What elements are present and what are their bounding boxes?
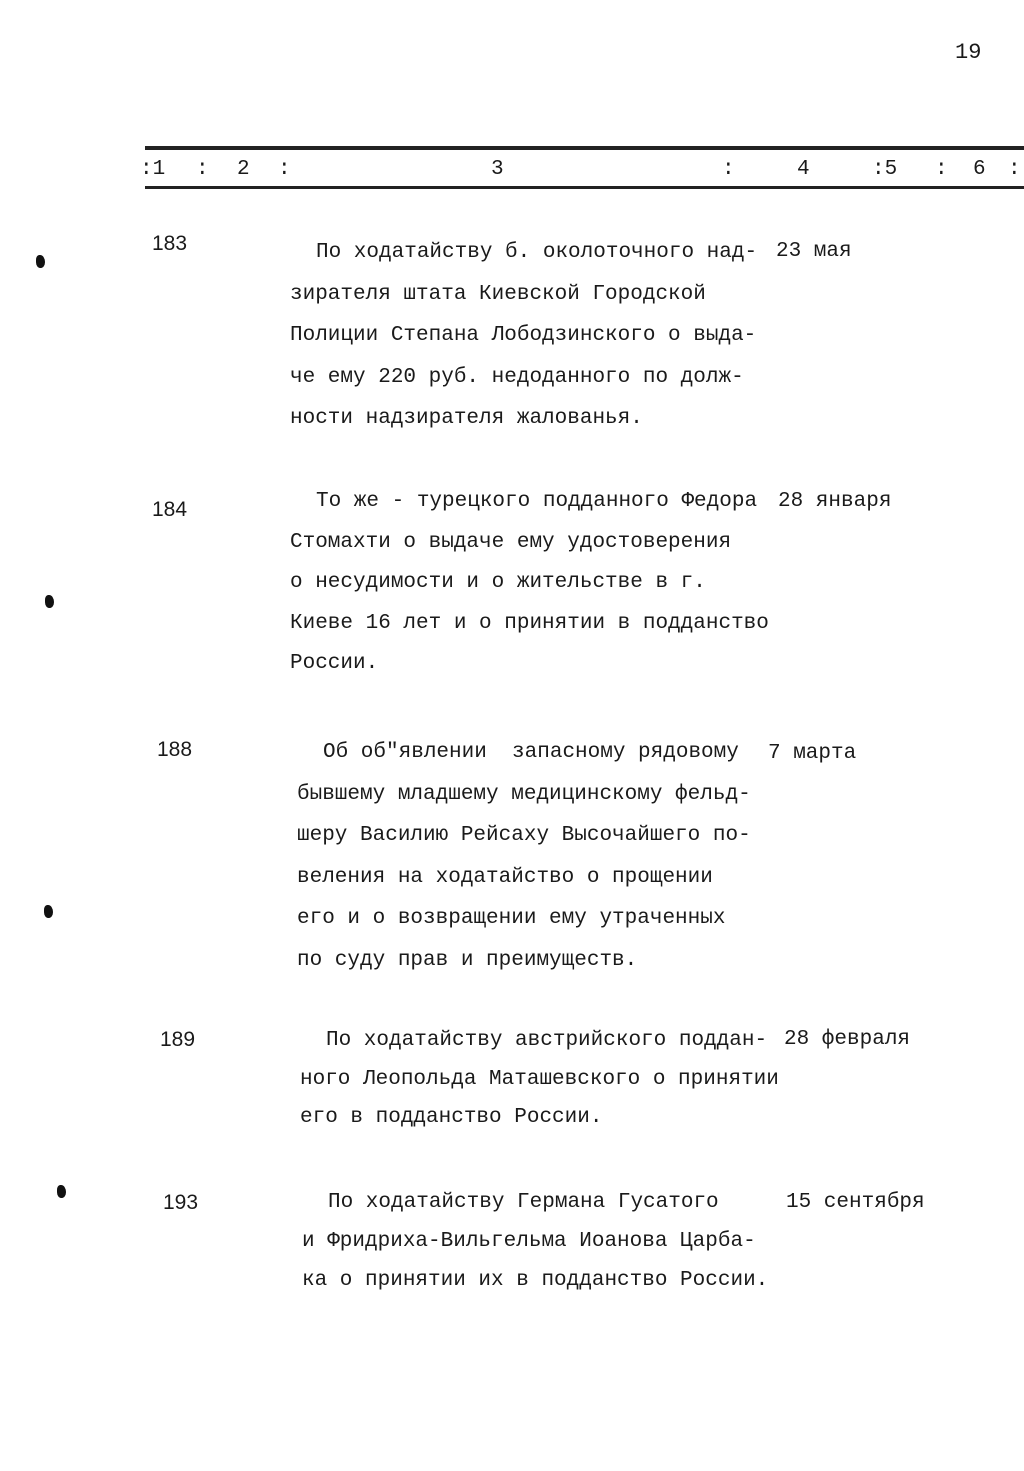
page-number: 19 <box>955 40 982 65</box>
header-sep: : <box>1008 158 1021 181</box>
record-date: 23 мая <box>776 240 852 263</box>
punch-hole-mark-icon <box>45 595 54 608</box>
text-line: его и о возвращении ему утраченных <box>297 907 726 930</box>
text-line: По ходатайству австрийского поддан- <box>326 1029 768 1052</box>
record-number: 183 <box>152 232 188 255</box>
text-line: Об об"явлении запасному рядовому <box>323 741 739 764</box>
text-line: и Фридриха-Вильгельма Иоанова Царба- <box>302 1230 756 1253</box>
record-description <box>290 482 769 685</box>
record-number: 184 <box>152 498 188 521</box>
text-line: о несудимости и о жительстве в г. <box>290 571 706 594</box>
record-number: 193 <box>163 1191 199 1214</box>
record-date: 28 февраля <box>784 1028 911 1051</box>
text-line: веления на ходатайство о прощении <box>297 865 713 889</box>
text-line: Стомахти о выдаче ему удостоверения <box>290 530 732 554</box>
punch-hole-mark-icon <box>44 905 53 918</box>
record-description <box>302 1183 772 1300</box>
text-line: че ему 220 руб. недоданного по долж- <box>290 365 744 389</box>
text-line: По ходатайству б. околоточного над- <box>316 241 758 264</box>
record-description <box>290 232 760 440</box>
text-line: России. <box>290 652 379 675</box>
header-sep: : <box>722 158 735 181</box>
header-col-3: 3 <box>491 158 504 181</box>
record-description <box>297 732 767 981</box>
header-sep: : <box>278 158 291 181</box>
table-header-top-rule <box>145 146 1024 150</box>
text-line: Киеве 16 лет и о принятии в подданство <box>290 611 769 635</box>
header-sep: : <box>935 158 948 181</box>
header-col-6: 6 <box>973 158 986 181</box>
text-line: То же - турецкого подданного Федора <box>316 490 758 513</box>
text-line: шеру Василию Рейсаху Высочайшего по- <box>297 824 751 847</box>
record-description <box>300 1022 779 1138</box>
text-line: ка о принятии их в подданство России. <box>302 1269 769 1292</box>
record-date: 28 января <box>778 490 892 513</box>
header-col-4: 4 <box>797 158 810 181</box>
punch-hole-mark-icon <box>36 255 45 268</box>
header-sep: : <box>196 158 209 181</box>
text-line: его в подданство России. <box>300 1106 603 1129</box>
text-line: ности надзирателя жалованья. <box>290 407 643 430</box>
record-date: 15 сентября <box>786 1191 925 1214</box>
record-date: 7 марта <box>768 742 857 765</box>
header-col-5: :5 <box>872 158 898 181</box>
header-col-2: 2 <box>237 158 250 181</box>
table-header-bottom-rule <box>145 186 1024 189</box>
text-line: Полиции Степана Лободзинского о выда- <box>290 324 757 347</box>
text-line: по суду прав и преимуществ. <box>297 948 638 972</box>
text-line: ного Леопольда Маташевского о принятии <box>300 1067 779 1091</box>
text-line: зирателя штата Киевской Городской <box>290 282 706 306</box>
record-number: 189 <box>160 1028 196 1051</box>
text-line: бывшему младшему медицинскому фельд- <box>297 782 751 806</box>
record-number: 188 <box>157 738 193 761</box>
header-sep: :1 <box>140 158 166 181</box>
text-line: По ходатайству Германа Гусатого <box>328 1191 719 1214</box>
punch-hole-mark-icon <box>57 1185 66 1198</box>
